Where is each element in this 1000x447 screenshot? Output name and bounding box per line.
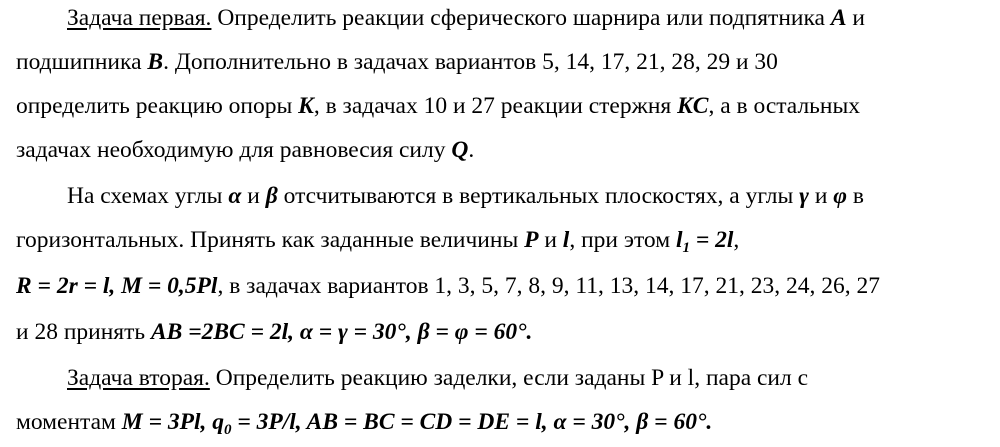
formula-l1: = 2l (689, 227, 734, 253)
text: и 28 принять (16, 319, 151, 345)
line-6 (16, 226, 739, 262)
text: , при этом (569, 227, 676, 253)
symbol-K: K (298, 93, 314, 119)
line-5 (67, 182, 864, 210)
symbol-P: P (524, 227, 539, 253)
symbol-phi: φ (833, 183, 848, 209)
formula-R-M: R = 2r = l, M = 0,5Pl (16, 273, 218, 299)
line-3 (16, 92, 860, 120)
text: подшипника (16, 49, 148, 75)
text: и (808, 183, 834, 209)
line-10 (16, 408, 712, 444)
text: и (241, 183, 266, 209)
text: На схемах углы (67, 183, 229, 209)
symbol-KC: KC (677, 93, 709, 119)
text: отсчитываются в вертикальных плоскостях, а углы (277, 183, 800, 209)
line-1 (67, 4, 865, 32)
formula-lengths-angles: = 3P/l, AB = BC = CD = DE = l, α = 30°, β = 60°. (231, 409, 713, 435)
subscript-0: 0 (223, 422, 232, 438)
line-2 (16, 48, 778, 76)
text: , в задачах 10 и 27 реакции стержня (313, 93, 678, 119)
text: определить реакцию опоры (16, 93, 299, 119)
line-7 (16, 272, 880, 300)
task1-heading: Задача первая. (67, 5, 212, 31)
text: . Дополнительно в задачах вариантов 5, 14, 17, 21, 28, 29 и 30 (163, 49, 778, 75)
formula-AB: AB =2BC = 2l, α = γ = 30°, β = φ = 60°. (150, 319, 533, 345)
text: задачах необходимую для равновесия силу (16, 137, 452, 163)
formula-M-q: M = 3Pl, q (121, 409, 224, 435)
text: , (733, 227, 740, 253)
line-8 (16, 318, 532, 346)
text: и (538, 227, 563, 253)
symbol-Q: Q (451, 137, 469, 163)
text: Определить реакцию заделки, если заданы P и l, пара сил с (209, 365, 809, 391)
symbol-alpha: α (228, 183, 242, 209)
symbol-A: A (830, 5, 847, 31)
text: , в задачах вариантов 1, 3, 5, 7, 8, 9, 11, 13, 14, 17, 21, 23, 24, 26, 27 (217, 273, 881, 299)
symbol-B: B (147, 49, 164, 75)
symbol-l1: l (675, 227, 683, 253)
task2-heading: Задача вторая. (67, 365, 210, 391)
text: Определить реакции сферического шарнира или подпятника (211, 5, 831, 31)
subscript-1: 1 (682, 240, 690, 256)
text: и (846, 5, 865, 31)
symbol-l: l (562, 227, 570, 253)
text: . (468, 137, 475, 163)
text: , а в остальных (708, 93, 860, 119)
text: горизонтальных. Принять как заданные величины (16, 227, 525, 253)
line-9 (67, 364, 808, 392)
text: в (847, 183, 865, 209)
line-4 (16, 136, 474, 164)
symbol-beta: β (265, 183, 278, 209)
symbol-gamma: γ (799, 183, 809, 209)
text: моментам (16, 409, 122, 435)
